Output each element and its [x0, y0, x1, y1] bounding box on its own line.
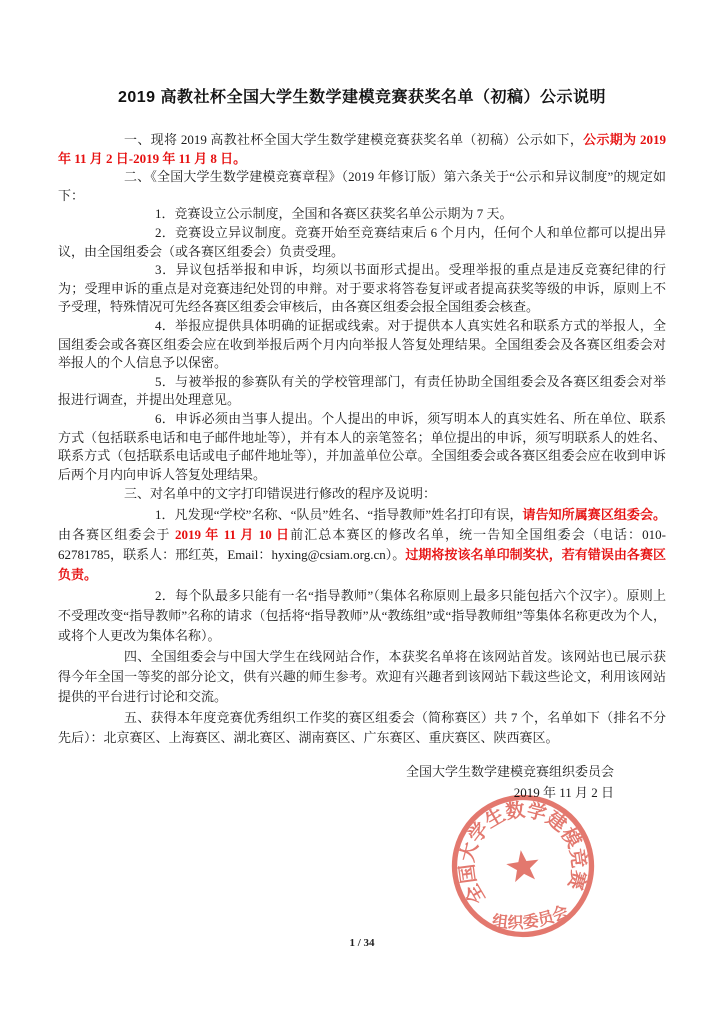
- rule-item-3: 3．异议包括举报和申诉，均须以书面形式提出。受理举报的重点是违反竞赛纪律的行为；受理申诉的重点是对竞赛违纪处罚的申辩。对于要求将答卷复评或者提高获奖等级的申诉，原则上不予受理，特殊情况可先经各赛区组委会审核后，由各赛区组委会报全国组委会核查。: [58, 262, 666, 315]
- rule-item-2: 2．竞赛设立异议制度。竞赛开始至竞赛结束后 6 个月内，任何个人和单位都可以提出异议，由全国组委会（或各赛区组委会）负责受理。: [58, 224, 666, 259]
- correction-item-1-text-c: 前汇总本赛区的修改名单，统一告知全国组委会（电话：010-62781785，联系人：邢红英，Email：hyxing@csiam.org.cn）。: [58, 526, 666, 563]
- deadline-date-emphasis: 2019 年 11 月 10 日: [174, 526, 291, 542]
- section-5-paragraph: 五、获得本年度竞赛优秀组织工作奖的赛区组委会（简称赛区）共 7 个，名单如下（排名不分先后）：北京赛区、上海赛区、湖北赛区、湖南赛区、广东赛区、重庆赛区、陕西赛区。: [58, 709, 666, 745]
- rule-item-4: 4．举报应提供具体明确的证据或线索。对于提供本人真实姓名和联系方式的举报人，全国组委会或各赛区组委会应在收到举报后两个月内向举报人答复处理结果。全国组委会及各赛区组委会对举报人的个人信息予以保密。: [58, 317, 666, 371]
- seal-ring-text-holder: [448, 790, 594, 910]
- rule-item-1: 1．竞赛设立公示制度，全国和各赛区获奖名单公示期为 7 天。: [155, 206, 513, 222]
- section-1-paragraph: [58, 131, 666, 168]
- seal-star-icon: [505, 848, 542, 883]
- correction-item-1-text-b: 由各赛区组委会于: [58, 526, 175, 542]
- signature-organization: 全国大学生数学建模竞赛组织委员会: [405, 764, 614, 780]
- correction-item-1-text-a: 1．凡发现“学校”名称、“队员”姓名、“指导教师”姓名打印有误，: [155, 506, 523, 522]
- seal-ring-text: 全国大学生数学建模竞赛: [457, 800, 589, 908]
- section-4-paragraph: 四、全国组委会与中国大学生在线网站合作，本获奖名单将在该网站首发。该网站也已展示获得今年全国一等奖的部分论文，供有兴趣的师生参考。欢迎有兴趣者到该网站下载这些论文，利用该网站提供的平台进行讨论和交流。: [58, 648, 666, 705]
- section-2-intro: 二、《全国大学生数学建模竞赛章程》（2019 年修订版）第六条关于“公示和异议制度”的规定如下：: [58, 169, 666, 203]
- publicity-period-emphasis: 公示期为 2019 年 11 月 2 日-2019 年 11 月 8 日。: [58, 132, 666, 166]
- overdue-warning-emphasis: 过期将按该名单印制奖状，若有错误由各赛区负责。: [58, 547, 666, 583]
- seal-bottom-text-holder: [489, 901, 573, 937]
- notify-region-emphasis: 请告知所属赛区组委会。: [522, 506, 666, 522]
- section-1-text: 一、现将 2019 高教社杯全国大学生数学建模竞赛获奖名单（初稿）公示如下，: [124, 132, 584, 147]
- rule-item-6: 6．申诉必须由当事人提出。个人提出的申诉，须写明本人的真实姓名、所在单位、联系方式（包括联系电话和电子邮件地址等），并有本人的亲笔签名；单位提出的申诉，须写明联系人的姓名、联系方式（包括联系电话或电子邮件地址等），并加盖单位公章。全国组委会或各赛区组委会应在收到申诉后两个月内向申诉人答复处理结果。: [58, 410, 666, 482]
- correction-item-1: [58, 505, 666, 586]
- section-3-heading: 三、对名单中的文字打印错误进行修改的程序及说明：: [124, 486, 437, 502]
- seal-bottom-text: 组织委员会: [491, 903, 572, 933]
- page-number: 1 / 34: [349, 937, 375, 949]
- seal-ring: [446, 789, 601, 944]
- correction-item-2: 2．每个队最多只能有一名“指导教师”（集体名称原则上最多只能包括六个汉字）。原则上不受理改变“指导教师”名称的请求（包括将“指导教师”从“教练组”或“指导教师组”等集体名称更改为个人，或将个人更改为集体名称）。: [58, 587, 666, 644]
- document-body-upper: [58, 131, 666, 484]
- signature-block: [58, 761, 666, 803]
- signature-date: 2019 年 11 月 2 日: [513, 785, 614, 801]
- rule-item-5: 5．与被举报的参赛队有关的学校管理部门，有责任协助全国组委会及各赛区组委会对举报进行调查，并提出处理意见。: [58, 373, 666, 408]
- document-title: 2019 高教社杯全国大学生数学建模竞赛获奖名单（初稿）公示说明: [117, 89, 607, 106]
